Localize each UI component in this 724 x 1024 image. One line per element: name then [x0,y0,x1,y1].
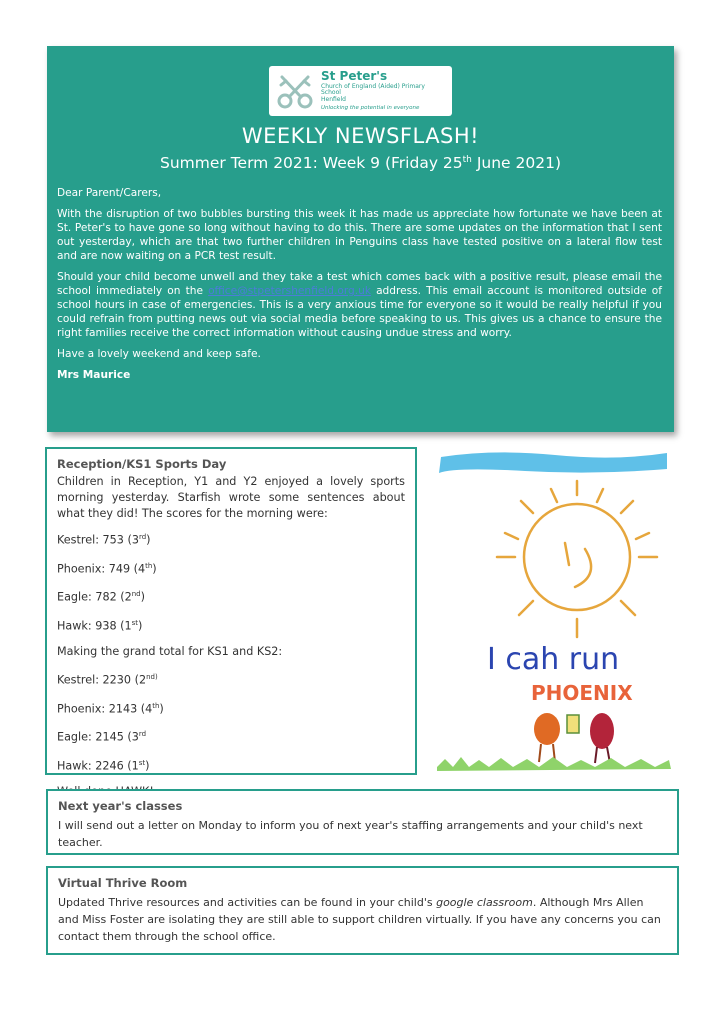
score-text: Phoenix: 2143 (4 [57,702,153,716]
score-line [57,558,405,578]
score-line [57,586,405,606]
score-ordinal: nd [131,590,141,599]
score-close: ) [138,619,143,633]
score-line [57,669,405,689]
school-logo [269,66,452,116]
sports-day-intro: Children in Reception, Y1 and Y2 enjoyed a lovely sports morning yesterday. Starfish wrote some sentences about what they did! The scores for the morning were: [57,475,405,520]
newsflash-header-panel [47,46,674,432]
score-line [57,755,405,775]
letter-signoff: Mrs Maurice [57,369,131,381]
score-ordinal: rd [138,730,147,739]
logo-motto: Unlocking the potential in everyone [321,105,420,112]
letter-greeting: Dear Parent/Carers, [57,187,162,199]
score-text: Kestrel: 753 (3 [57,533,139,547]
score-text: Eagle: 782 (2 [57,591,132,605]
letter-paragraph-2 [57,270,662,340]
score-line [57,615,405,635]
thrive-heading: Virtual Thrive Room [58,876,188,890]
headteacher-letter [57,186,662,389]
crossed-keys-icon [275,72,315,110]
letter-paragraph-2-start: Should your child become unwell and they take a test which comes back with a positive result, please email the school immediately on the [57,271,662,297]
score-text: Phoenix: 749 (4 [57,562,146,576]
letter-paragraph-2-end: address. This email account is monitored outside of school hours in case of emergencies. This is a very anxious time for everyone so it would be really helpful if you could refrain from putting news out via social media before speaking to us. This gives us a chance to ensure the right families receive the correct information without causing undue stress and worry. [57,285,662,339]
score-ordinal: nd) [146,672,158,681]
sports-day-section [45,447,417,775]
score-ordinal: st [131,619,139,628]
score-line [57,726,405,746]
score-line [57,698,405,718]
letter-paragraph-3: Have a lovely weekend and keep safe. [57,348,261,360]
score-text: Kestrel: 2230 (2 [57,673,147,687]
date-ordinal: th [462,154,472,165]
newsletter-title: WEEKLY NEWSFLASH! [241,124,480,148]
score-line [57,529,405,549]
thrive-body-start: Updated Thrive resources and activities can be found in your child's [58,896,437,909]
score-close: ) [146,533,151,547]
sports-day-heading: Reception/KS1 Sports Day [57,457,227,471]
grand-total-list [57,669,405,775]
logo-subtitle: Church of England (Aided) Primary School [321,83,425,97]
score-ordinal: th [145,561,153,570]
google-classroom-text: google classroom [436,896,533,909]
score-ordinal: st [138,759,146,768]
score-ordinal: rd [138,533,147,541]
score-text: Hawk: 938 (1 [57,619,132,633]
score-text: Hawk: 2246 (1 [57,759,139,773]
score-close: ) [159,702,164,716]
date-month-year: June 2021) [471,154,561,172]
drawing-caption-line-2: PHOENIX [531,681,633,705]
next-year-body: I will send out a letter on Monday to inform you of next year's staffing arrangements and your child's next teacher. [58,819,643,849]
score-close: ) [145,759,150,773]
morning-scores-list [57,529,405,635]
grand-total-intro: Making the grand total for KS1 and KS2: [57,644,283,658]
school-email-link[interactable]: office@stpetershenfield.org.uk [208,285,371,297]
next-year-heading: Next year's classes [58,799,183,813]
logo-town: Henfield [321,96,346,104]
score-text: Eagle: 2145 (3 [57,731,139,745]
drawing-caption-line-1: I cah run [487,642,620,677]
thrive-body [58,894,667,945]
next-year-classes-section [46,789,679,855]
score-ordinal: th [152,701,160,710]
letter-paragraph-1: With the disruption of two bubbles bursting this week it has made us appreciate how fortunate we have been at St. Peter's to have gone so long without having to do this. There are some updates on the information that I sent out yesterday, which are that two further children in Penguins class have tested positive on a lateral flow test and are now waiting on a PCR test result. [57,208,662,262]
date-text: Summer Term 2021: Week 9 (Friday 25 [160,154,463,172]
score-close: ) [140,591,146,605]
logo-school-name: St Peter's [321,69,388,84]
thrive-body-end: . Although Mrs Allen and Miss Foster are isolating they are still able to support children virtually. If you have any concerns you can contact them through the school office. [58,896,661,943]
virtual-thrive-room-section [46,866,679,955]
child-drawing-image [435,447,673,775]
score-close: ) [152,562,157,576]
newsletter-date [47,154,674,172]
